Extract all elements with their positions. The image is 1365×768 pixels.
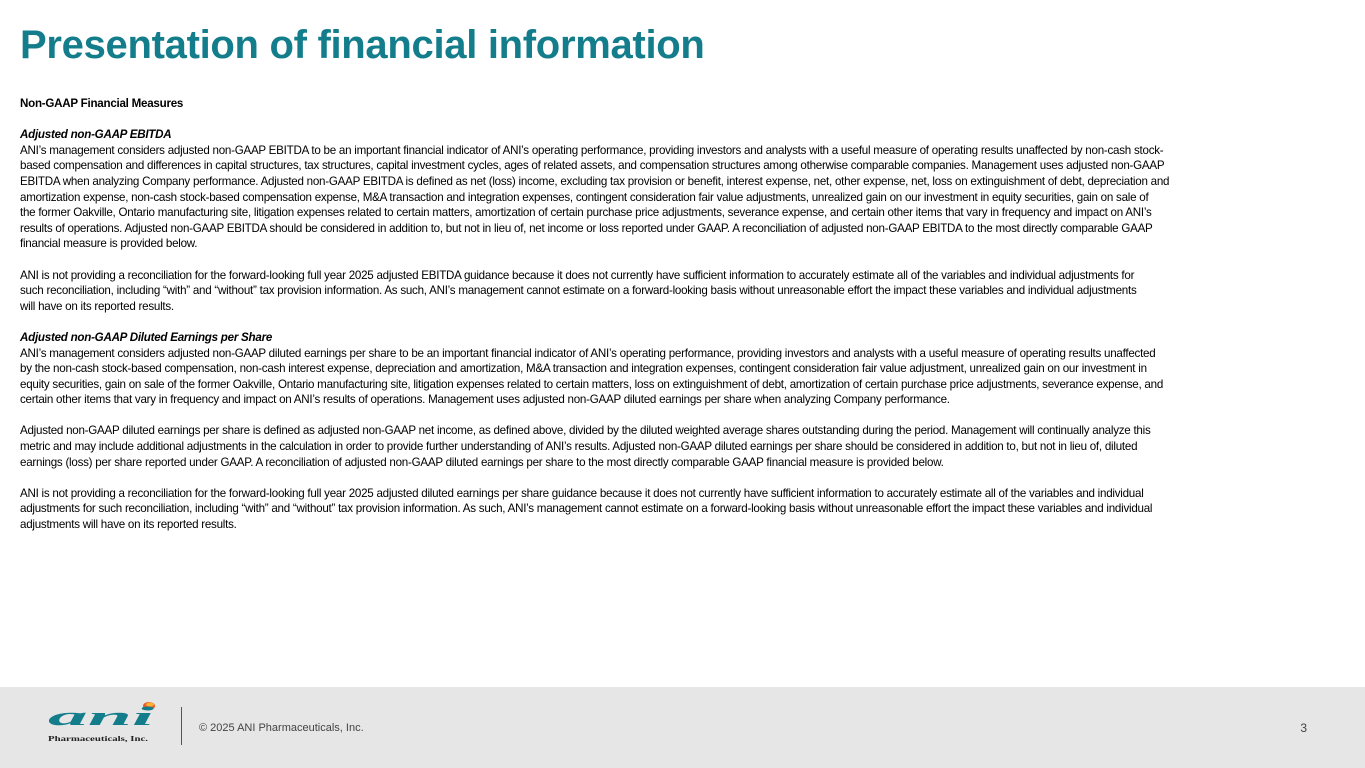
svg-text:Pharmaceuticals, Inc.: Pharmaceuticals, Inc. — [48, 735, 149, 743]
blank-line — [20, 314, 1360, 330]
paragraph-line: certain other items that vary in frequency and impact on ANI’s results of operations. Management uses adjusted non-GAAP diluted earnings per share when analyzing Company performance. — [20, 393, 950, 407]
copyright: © 2025 ANI Pharmaceuticals, Inc. — [199, 722, 364, 734]
paragraph-line: based compensation and differences in capital structures, tax structures, capital investment cycles, ages of related assets, and compensation structures among otherwise comparable companies. Management uses adjusted non-GAAP — [20, 159, 1165, 173]
paragraph-line: by the non-cash stock-based compensation, non-cash interest expense, depreciation and amortization, M&A transaction and integration expenses, contingent consideration fair value adjustment, unrealized gain on our investment in — [20, 362, 1147, 376]
svg-text:ani: ani — [48, 702, 157, 731]
paragraph-line: EBITDA when analyzing Company performance. Adjusted non-GAAP EBITDA is defined as net (loss) income, excluding tax provision or benefit, interest expense, net, other expense, net, loss on extinguishment of debt, depreciation and — [20, 174, 1170, 188]
paragraph-line: such reconciliation, including “with” and “without” tax provision information. As such, ANI’s management cannot estimate on a forward-looking basis without unreasonable effort the impact these variables and individual adjustments — [20, 284, 1137, 298]
paragraph-line: the former Oakville, Ontario manufacturing site, litigation expenses related to certain matters, amortization of certain purchase price adjustments, severance expense, and certain other items that vary in frequency and impact on ANI’s — [20, 206, 1152, 220]
blank-line — [20, 252, 1360, 268]
paragraph-line: will have on its reported results. — [20, 299, 174, 313]
paragraph-line: ANI’s management considers adjusted non-GAAP EBITDA to be an important financial indicator of ANI’s operating performance, providing investors and analysts with a useful measure of operating results unaffected by non-cash stock- — [20, 143, 1164, 157]
paragraph-line: equity securities, gain on sale of the former Oakville, Ontario manufacturing site, litigation expenses related to certain matters, loss on extinguishment of debt, amortization of certain purchase price adjustments, severance expense, and — [20, 377, 1164, 391]
paragraph-line: ANI is not providing a reconciliation for the forward-looking full year 2025 adjusted diluted earnings per share guidance because it does not currently have sufficient information to accurately estimate all of the variables and individual — [20, 486, 1144, 500]
footer-divider — [181, 707, 182, 745]
paragraph-line: financial measure is provided below. — [20, 237, 198, 251]
paragraph-line: ANI’s management considers adjusted non-GAAP diluted earnings per share to be an important financial indicator of ANI’s operating performance, providing investors and analysts with a useful measure of operating results unaffected — [20, 346, 1156, 360]
blank-line — [20, 470, 1360, 486]
page-number: 3 — [1300, 721, 1307, 735]
subsection-heading: Adjusted non-GAAP EBITDA — [20, 128, 172, 142]
blank-line — [20, 408, 1360, 424]
paragraph-line: adjustments will have on its reported results. — [20, 518, 237, 532]
paragraph-line: adjustments for such reconciliation, including “with” and “without” tax provision information. As such, ANI’s management cannot estimate on a forward-looking basis without unreasonable effort the impact these variables and individual — [20, 502, 1153, 516]
paragraph-line: ANI is not providing a reconciliation for the forward-looking full year 2025 adjusted EBITDA guidance because it does not currently have sufficient information to accurately estimate all of the variables and individual adjustments for — [20, 268, 1135, 282]
paragraph-line: earnings (loss) per share reported under GAAP. A reconciliation of adjusted non-GAAP diluted earnings per share to the most directly comparable GAAP financial measure is provided below. — [20, 455, 944, 469]
subsection-heading: Adjusted non-GAAP Diluted Earnings per Share — [20, 330, 273, 344]
section-heading: Non-GAAP Financial Measures — [20, 97, 184, 110]
paragraph-line: Adjusted non-GAAP diluted earnings per share is defined as adjusted non-GAAP net income, as defined above, divided by the diluted weighted average shares outstanding during the period. Management will continually analyze this — [20, 424, 1151, 438]
page-title: Presentation of financial information — [20, 23, 705, 67]
document-body — [20, 96, 1360, 533]
ani-logo — [48, 701, 158, 745]
footer — [0, 687, 1365, 768]
paragraph-line: metric and may include additional adjustments in the calculation in order to provide further understanding of ANI’s results. Adjusted non-GAAP diluted earnings per share should be considered in addition to, but not in lieu of, diluted — [20, 440, 1138, 454]
blank-line — [20, 112, 1360, 128]
paragraph-line: amortization expense, non-cash stock-based compensation expense, M&A transaction and integration expenses, contingent consideration fair value adjustments, unrealized gain on our investment in equity securities, gain on sale of — [20, 190, 1149, 204]
paragraph-line: results of operations. Adjusted non-GAAP EBITDA should be considered in addition to, but not in lieu of, net income or loss reported under GAAP. A reconciliation of adjusted non-GAAP EBITDA to the most directly comparable GAAP — [20, 221, 1153, 235]
